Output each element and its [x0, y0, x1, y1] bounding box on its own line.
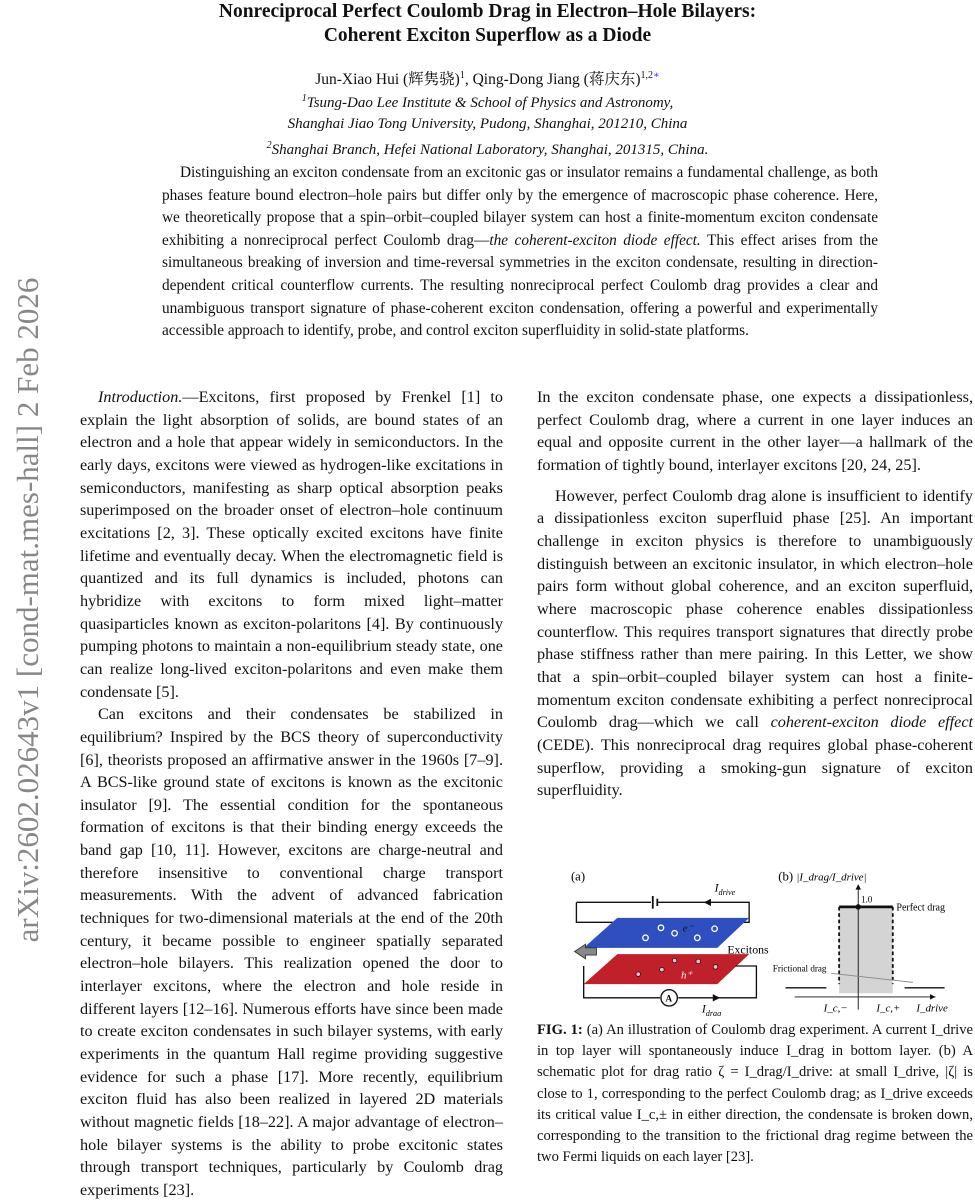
ic-minus-label: I_c,−	[823, 1002, 848, 1015]
frictional-drag-label: Frictional drag	[772, 963, 827, 974]
title-line-1: Nonreciprocal Perfect Coulomb Drag in Electron–Hole Bilayers:	[218, 1, 757, 22]
affiliations	[100, 88, 875, 161]
panel-b-label: (b)	[778, 869, 794, 884]
title-line-2: Coherent Exciton Superflow as a Diode	[323, 25, 652, 46]
section-heading-introduction: Introduction.	[98, 388, 183, 406]
figure-1-caption	[537, 1020, 973, 1168]
current-arrow-icon	[704, 899, 711, 906]
paragraph-text: (CEDE). This nonreciprocal drag requires global phase-coherent superflow, providing a smoking-gun signature of exciton superfluidity.	[537, 735, 973, 800]
i-drive-label: $I_{drive}$	[714, 880, 736, 898]
ammeter-label: A	[665, 993, 673, 1004]
panel-b-plot	[773, 870, 948, 1015]
panel-a-diagram	[571, 870, 769, 1016]
paragraph-text: However, perfect Coulomb drag alone is insufficient to identify a dissipationless exciton superfluid phase [25]. An important challenge in exciton physics is therefore to unambiguously distinguish between an excitonic insulator, in which electron–hole pairs form without global coherence, and an exciton superfluid, where macroscopic phase coherence enables dissipationless counterflow. This requires transport signatures that directly probe phase stiffness rather than mere pairing. In this Letter, we show that a spin–orbit–coupled bilayer system can host a finite-momentum exciton condensate exhibiting a perfect nonreciprocal Coulomb drag—which we call	[537, 486, 973, 732]
bottom-layer-hole	[584, 954, 749, 984]
figure-1	[548, 866, 973, 1016]
abstract-text-1: Distinguishing an exciton condensate from an excitonic gas or insulator remains a fundamental challenge, as both phases feature bound electron–hole pairs but differ only by the emergence of macroscopic phase coherence. Here, we theoretically propose that a spin–orbit–coupled bilayer system can host a finite-momentum exciton condensate exhibiting a nonreciprocal perfect Coulomb drag—	[162, 164, 878, 249]
intro-paragraph-1	[80, 386, 503, 703]
panel-a-label: (a)	[570, 869, 586, 884]
cede-term: coherent-exciton diode effect	[770, 713, 974, 732]
hole-label: h⁺	[680, 969, 693, 982]
corresponding-author-link[interactable]: ∗	[653, 70, 660, 81]
affiliation-1-line-2: Shanghai Jiao Tong University, Pudong, Shanghai, 201210, China	[287, 116, 688, 132]
affiliation-1-line-1: Tsung-Dao Lee Institute & School of Physics and Astronomy,	[306, 95, 674, 111]
caption-text: (a) An illustration of Coulomb drag experiment. A current I_drive in top layer will spontaneously induce I_drag in bottom layer. (b) A schematic plot for drag ratio ζ = I_drag/I_drive: at small I_drive, |ζ| is close to 1, corresponding to the perfect Coulomb drag; as I_drive exceeds its critical value I_c,± in either direction, the condensate is broken down, corresponding to the transition to the frictional drag regime between the two Fermi liquids on each layer [23].	[537, 1022, 974, 1166]
excitons-label: Excitons	[727, 942, 769, 957]
right-paragraph-1: In the exciton condensate phase, one expects a dissipationless, perfect Coulomb drag, where a current in one layer induces an equal and opposite current in the other layer—a hallmark of the formation of tightly bound, interlayer excitons [20, 24, 25].	[537, 388, 973, 474]
i-drag-label: $I_{drag}$	[701, 1001, 722, 1016]
left-column	[80, 386, 503, 1202]
arxiv-identifier: arXiv:2602.02643v1 [cond-mat.mes-hall] 2 Feb 2026	[10, 277, 45, 943]
ic-plus-label: I_c,+	[876, 1002, 901, 1015]
abstract-text-2: This effect arises from the simultaneous breaking of inversion and time-reversal symmetries in the exciton condensate, resulting in direction-dependent critical counterflow currents. The resulting nonreciprocal perfect Coulomb drag provides a clear and unambiguous transport signature of phase-coherent exciton condensation, offering a powerful and experimentally accessible approach to identify, probe, and control exciton superfluidity in solid-state platforms.	[162, 231, 878, 340]
right-paragraph-2	[537, 485, 973, 802]
paragraph-text: —Excitons, first proposed by Frenkel [1] to explain the light absorption of solids, are bound states of an electron and a hole that appear widely in semiconductors. In the early days, excitons were viewed as hydrogen-like excitations in semiconductors, manifesting as sharp optical absorption peaks superimposed on the broader onset of electron–hole continuum excitations [2, 3]. These optically excited excitons have finite lifetime and eventually decay. When the electromagnetic field is quantized and its full dynamics is included, photons can hybridize with excitons to form mixed light–matter quasiparticles known as exciton-polaritons [4]. By continuously pumping photons to maintain a non-equilibrium steady state, one can realize long-lived exciton-polaritons and even make them condensate [5].	[80, 388, 503, 701]
electron-label: e⁻	[682, 922, 694, 935]
author-1-affiliation: 1	[459, 70, 465, 81]
aff-1-marker: 1	[301, 93, 307, 104]
paper-title	[100, 0, 875, 48]
x-axis-label: I_drive	[916, 1002, 948, 1015]
author-2: Qing-Dong Jiang (蒋庆东)	[472, 71, 641, 89]
right-column	[537, 386, 973, 802]
abstract	[162, 162, 878, 343]
intro-paragraph-2: Can excitons and their condensates be stabilized in equilibrium? Inspired by the BCS theory of superconductivity [6], theorists proposed an affirmative answer in the 1960s [7–9]. A BCS-like ground state of excitons is known as the excitonic insulator [9]. The essential condition for the spontaneous formation of excitons is that their binding energy exceeds the band gap [10, 11]. However, excitons are charge-neutral and therefore insensitive to conventional charge transport measurements. With the advent of advanced fabrication techniques for two-dimensional materials at the end of the 20th century, it became possible to engineer spatially separated electron–hole bilayers. This realization opened the door to interlayer excitons, where the electron and hole reside in different layers [12–16]. Numerous efforts have since been made to create exciton condensates in such bilayer systems, with early experiments in the quantum Hall regime providing suggestive evidence for such a phase [17]. More recently, equilibrium exciton fluid has also been realized in layered 2D materials without magnetic fields [18–22]. A major advantage of electron–hole bilayer systems is the ability to probe excitonic states through transport techniques, particularly by Coulomb drag experiments [23].	[80, 705, 503, 1199]
perfect-drag-label: Perfect drag	[896, 902, 946, 914]
author-list: Jun-Xiao Hui (辉隽骁)$^1$, Qing-Dong Jiang (蒋庆东)$^{1,2∗}$	[315, 70, 660, 89]
author-1: Jun-Xiao Hui (辉隽骁)	[315, 71, 460, 89]
one-tick-label: 1.0	[860, 894, 873, 905]
author-2-affiliation: 1,2	[640, 70, 653, 81]
y-axis-label: |I_drag/I_drive|	[796, 871, 867, 884]
caption-label: FIG. 1:	[537, 1022, 583, 1038]
aff-2-marker: 2	[266, 140, 272, 151]
abstract-italic: the coherent-exciton diode effect.	[489, 231, 701, 249]
affiliation-2: Shanghai Branch, Hefei National Laboratory, Shanghai, 201315, China.	[271, 142, 709, 158]
